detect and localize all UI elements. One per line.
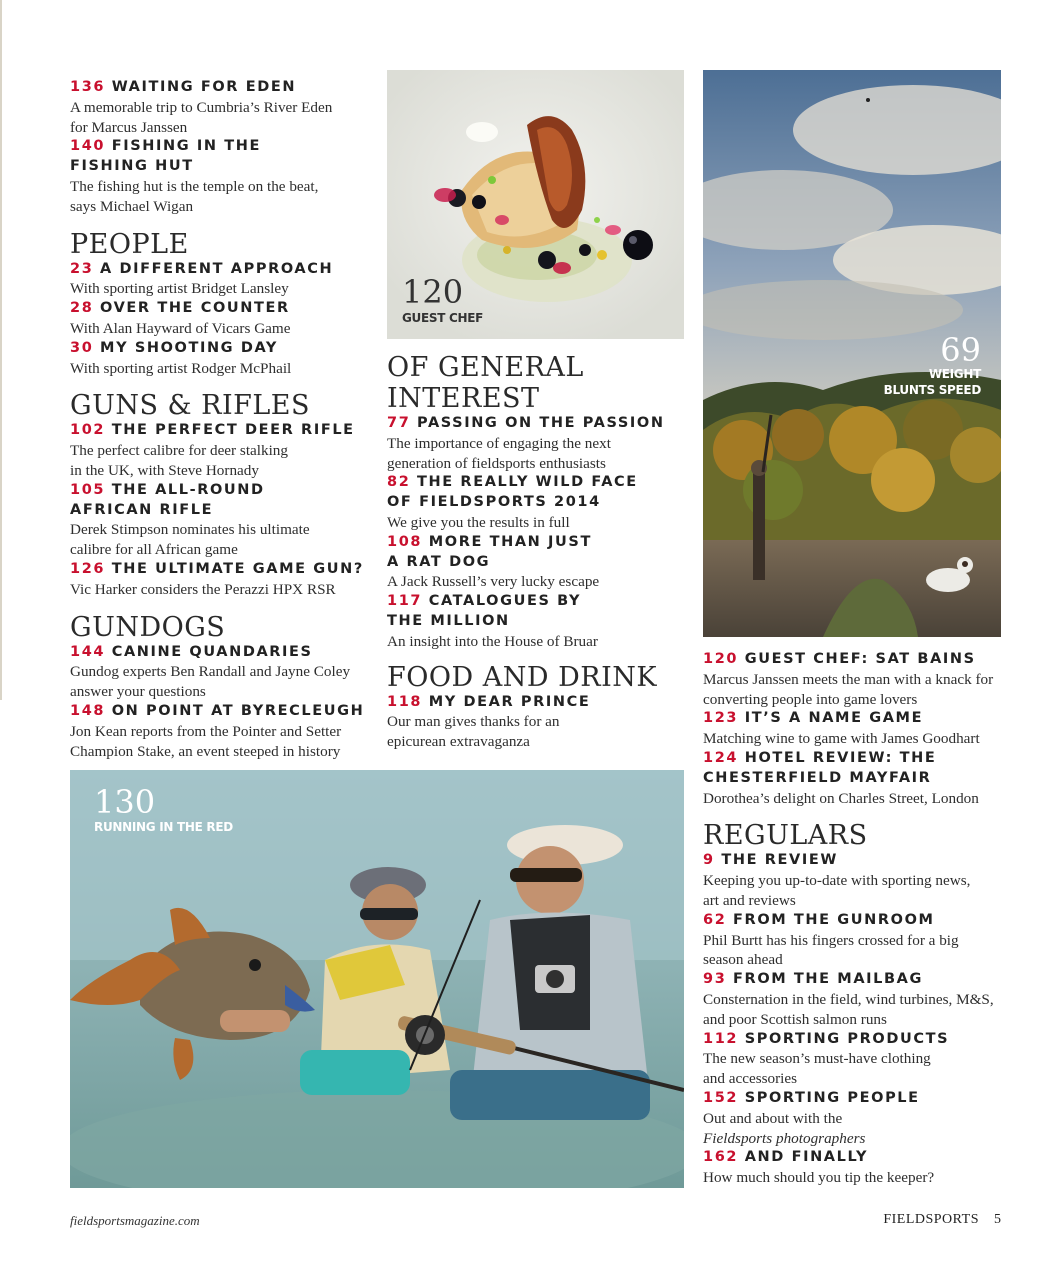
section-title-regulars: REGULARS xyxy=(703,820,868,852)
entry-description: Keeping you up-to-date with sporting news, xyxy=(703,872,971,890)
entry-description: Champion Stake, an event steeped in history xyxy=(70,742,341,760)
entry-title-line2: A RAT DOG xyxy=(387,553,491,570)
section-title-gundogs: GUNDOGS xyxy=(70,611,226,643)
entry-title: WAITING FOR EDEN xyxy=(111,79,297,95)
entry-title-line2: OF FIELDSPORTS 2014 xyxy=(387,494,601,511)
photo-caption-number: 130 xyxy=(94,783,156,821)
entry-title-line2: THE MILLION xyxy=(387,612,510,629)
page-number-footer: 5 xyxy=(994,1212,1001,1227)
toc-entry[interactable] xyxy=(703,709,1033,749)
entry-title: FISHING IN THE xyxy=(111,138,262,155)
photo-caption-label-line2: BLUNTS SPEED xyxy=(883,383,981,397)
entry-title: THE ULTIMATE GAME GUN? xyxy=(111,560,364,577)
toc-entry[interactable] xyxy=(387,693,687,752)
toc-entry[interactable] xyxy=(70,560,375,600)
page-number: 120 xyxy=(703,651,739,667)
page-number: 123 xyxy=(703,710,739,727)
toc-entry[interactable] xyxy=(703,911,1033,970)
shooting-photo[interactable] xyxy=(703,70,1001,637)
page-number: 108 xyxy=(387,533,423,550)
entry-description: With Alan Hayward of Vicars Game xyxy=(70,319,291,337)
entry-description: Matching wine to game with James Goodhart xyxy=(703,730,980,748)
entry-description: Consternation in the field, wind turbines, M&S, xyxy=(703,990,994,1008)
entry-description: The fishing hut is the temple on the beat, xyxy=(70,177,319,195)
entry-title-line2: CHESTERFIELD MAYFAIR xyxy=(703,769,932,786)
toc-entry[interactable] xyxy=(387,473,687,532)
entry-title: SPORTING PEOPLE xyxy=(744,1089,920,1106)
entry-title: CANINE QUANDARIES xyxy=(111,643,313,660)
entry-title: THE REALLY WILD FACE xyxy=(417,474,638,491)
entry-description: generation of fieldsports enthusiasts xyxy=(387,454,606,472)
entry-description: With sporting artist Bridget Lansley xyxy=(70,280,289,298)
entry-description: epicurean extravaganza xyxy=(387,733,530,751)
page-number: 136 xyxy=(70,79,106,95)
entry-description: The new season’s must-have clothing xyxy=(703,1050,931,1068)
entry-title: CATALOGUES BY xyxy=(428,593,582,610)
page-number: 105 xyxy=(70,481,106,498)
photo-caption-number: 69 xyxy=(940,331,981,369)
entry-description: Our man gives thanks for an xyxy=(387,713,560,731)
toc-entry[interactable] xyxy=(70,481,375,560)
page-number: 30 xyxy=(70,339,94,356)
entry-title: THE PERFECT DEER RIFLE xyxy=(111,422,355,439)
entry-description: Derek Stimpson nominates his ultimate xyxy=(70,521,310,539)
photo-caption-label: GUEST CHEF xyxy=(402,311,484,325)
guest-chef-photo[interactable] xyxy=(387,70,684,339)
toc-entry[interactable] xyxy=(387,533,687,592)
toc-entry[interactable] xyxy=(703,749,1033,808)
toc-entry[interactable] xyxy=(703,1148,1033,1188)
entry-title: AND FINALLY xyxy=(744,1149,869,1166)
toc-entry[interactable] xyxy=(703,851,1033,910)
entry-description: art and reviews xyxy=(703,891,796,909)
entry-description: calibre for all African game xyxy=(70,541,238,559)
entry-description: answer your questions xyxy=(70,683,206,701)
page-number: 124 xyxy=(703,749,739,766)
toc-entry[interactable] xyxy=(70,643,375,702)
magazine-name: FIELDSPORTS xyxy=(883,1212,979,1227)
toc-entry[interactable] xyxy=(703,970,1033,1029)
toc-entry[interactable] xyxy=(70,137,375,216)
entry-description: Dorothea’s delight on Charles Street, London xyxy=(703,789,979,807)
toc-entry[interactable] xyxy=(70,299,375,339)
entry-description: Marcus Janssen meets the man with a knack for xyxy=(703,670,994,688)
entry-title-line2: FISHING HUT xyxy=(70,158,194,175)
page-number: 23 xyxy=(70,260,94,277)
entry-title: PASSING ON THE PASSION xyxy=(417,415,665,431)
entry-title: MORE THAN JUST xyxy=(428,533,592,550)
footer-folio xyxy=(883,1212,1001,1228)
toc-entry[interactable] xyxy=(70,702,375,761)
entry-title: FROM THE GUNROOM xyxy=(733,911,935,928)
section-title-people: PEOPLE xyxy=(70,228,189,260)
entry-description: Fieldsports photographers xyxy=(703,1129,866,1147)
page-number: 152 xyxy=(703,1089,739,1106)
entry-description: season ahead xyxy=(703,951,783,969)
entry-title: MY SHOOTING DAY xyxy=(100,339,278,356)
page-number: 144 xyxy=(70,643,106,660)
entry-title: FROM THE MAILBAG xyxy=(733,971,923,988)
entry-description: and accessories xyxy=(703,1070,798,1088)
entry-description: A memorable trip to Cumbria’s River Eden xyxy=(70,98,333,116)
toc-column-1 xyxy=(70,78,375,761)
page-number: 118 xyxy=(387,693,423,710)
entry-description: Gundog experts Ben Randall and Jayne Coley xyxy=(70,663,351,681)
entry-description: A Jack Russell’s very lucky escape xyxy=(387,573,600,591)
page-number: 77 xyxy=(387,415,411,431)
entry-title-line2: AFRICAN RIFLE xyxy=(70,501,214,518)
entry-description: in the UK, with Steve Hornady xyxy=(70,461,259,479)
entry-description: The importance of engaging the next xyxy=(387,434,611,452)
entry-description: and poor Scottish salmon runs xyxy=(703,1010,887,1028)
entry-description: for Marcus Janssen xyxy=(70,118,188,136)
toc-entry[interactable] xyxy=(387,592,687,651)
section-title-general-line2: INTEREST xyxy=(387,383,540,414)
section-title-guns-rifles: GUNS & RIFLES xyxy=(70,390,311,422)
toc-column-2 xyxy=(387,352,687,752)
toc-entry[interactable] xyxy=(70,339,375,379)
toc-entry[interactable] xyxy=(703,1089,1033,1148)
entry-description: Out and about with the xyxy=(703,1109,843,1127)
toc-entry[interactable] xyxy=(703,650,1033,709)
page-number: 112 xyxy=(703,1030,739,1047)
entry-title: THE ALL-ROUND xyxy=(111,481,265,498)
page-number: 117 xyxy=(387,593,423,610)
entry-title: THE REVIEW xyxy=(721,852,838,869)
entry-description: How much should you tip the keeper? xyxy=(703,1169,935,1187)
entry-description: Phil Burtt has his fingers crossed for a big xyxy=(703,931,959,949)
entry-description: With sporting artist Rodger McPhail xyxy=(70,359,292,377)
entry-description: We give you the results in full xyxy=(387,513,570,531)
fishing-photo[interactable] xyxy=(70,770,684,1188)
photo-caption-label: RUNNING IN THE RED xyxy=(94,820,233,834)
page-number: 93 xyxy=(703,971,727,988)
entry-description: says Michael Wigan xyxy=(70,197,194,215)
section-title-food-drink: FOOD AND DRINK xyxy=(387,661,658,693)
entry-description: An insight into the House of Bruar xyxy=(387,632,598,650)
toc-entry[interactable] xyxy=(703,1030,1033,1089)
page-number: 82 xyxy=(387,474,411,491)
toc-entry[interactable] xyxy=(70,260,375,300)
toc-entry[interactable] xyxy=(70,421,375,480)
page-number: 62 xyxy=(703,911,727,928)
entry-description: Vic Harker considers the Perazzi HPX RSR xyxy=(70,580,336,598)
entry-title: IT’S A NAME GAME xyxy=(744,710,924,727)
toc-entry[interactable] xyxy=(387,414,687,473)
page-number: 9 xyxy=(703,852,715,869)
page-spine-shadow xyxy=(0,0,2,700)
page-number: 162 xyxy=(703,1149,739,1166)
page-number: 126 xyxy=(70,560,106,577)
entry-title: OVER THE COUNTER xyxy=(100,300,290,317)
section-title-general: OF GENERAL xyxy=(387,352,584,383)
entry-description: converting people into game lovers xyxy=(703,690,918,708)
entry-title: SPORTING PRODUCTS xyxy=(744,1030,950,1047)
page-number: 28 xyxy=(70,300,94,317)
toc-entry[interactable] xyxy=(70,78,375,137)
entry-title: MY DEAR PRINCE xyxy=(428,693,591,710)
page-number: 140 xyxy=(70,138,106,155)
photo-caption-label: WEIGHT xyxy=(928,367,981,381)
entry-title: ON POINT AT BYRECLEUGH xyxy=(111,702,365,719)
entry-description: The perfect calibre for deer stalking xyxy=(70,442,288,460)
entry-title: A DIFFERENT APPROACH xyxy=(100,260,334,277)
entry-title: GUEST CHEF: SAT BAINS xyxy=(744,651,976,667)
page-number: 148 xyxy=(70,702,106,719)
photo-caption-number: 120 xyxy=(402,273,464,311)
page-number: 102 xyxy=(70,422,106,439)
entry-title: HOTEL REVIEW: THE xyxy=(744,749,937,766)
entry-description: Jon Kean reports from the Pointer and Setter xyxy=(70,722,342,740)
footer-website[interactable]: fieldsportsmagazine.com xyxy=(70,1213,200,1228)
toc-column-3 xyxy=(703,650,1033,1188)
